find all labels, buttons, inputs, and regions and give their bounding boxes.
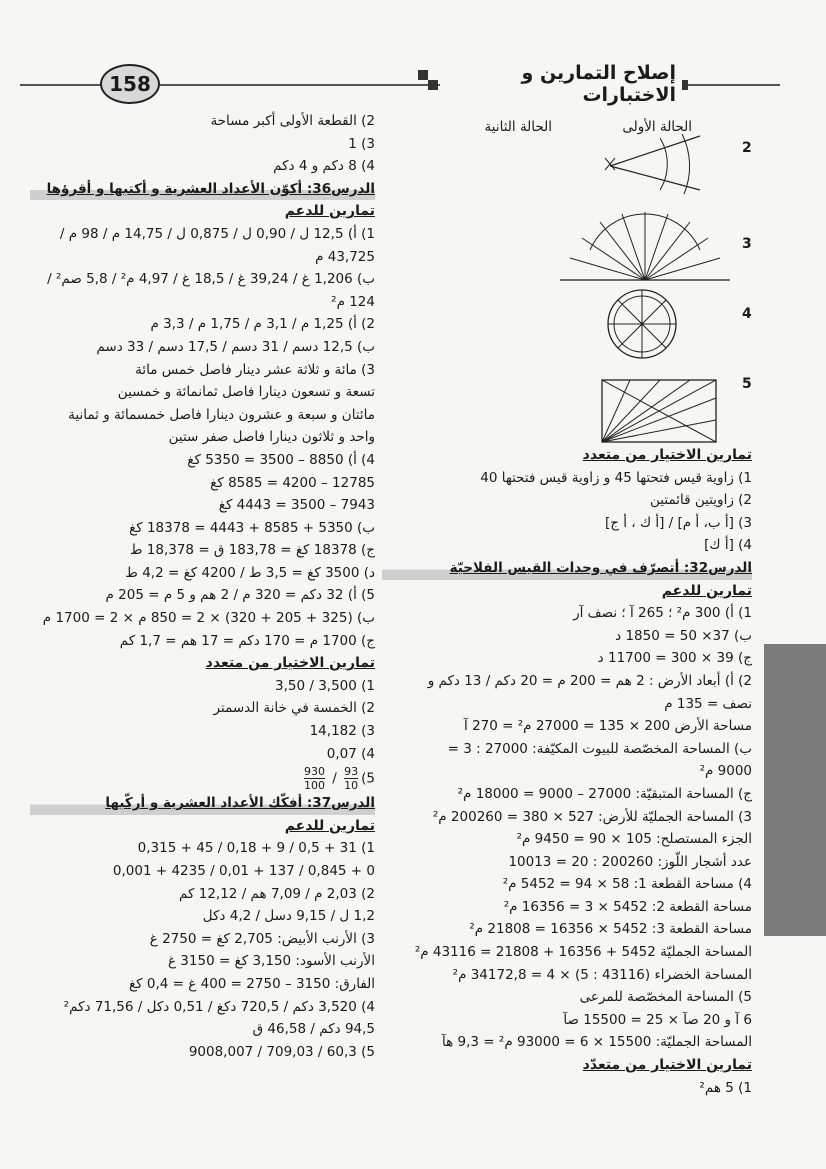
header-square <box>428 80 438 90</box>
line-text: 4) مساحة القطعة 1: 58 × 94 = 5452 م² <box>502 876 752 893</box>
answer-line <box>382 941 752 964</box>
answer-line <box>382 828 752 851</box>
answer-line <box>30 883 375 906</box>
answer-line <box>30 996 375 1019</box>
line-text: ب) المساحة المخصّصة للبيوت المكيّفة: 27000 : 3 = <box>447 740 752 757</box>
line-text: 1) 3,500 / 3,50 <box>274 677 375 694</box>
line-text: تمارين الاختيار من متعدد <box>205 655 375 672</box>
answer-line <box>382 534 752 557</box>
line-text: 12785 – 4200 = 8585 كغ <box>210 474 375 491</box>
line-text: المساحة الجمليّة 5452 + 16356 + 21808 = 43116 م² <box>414 944 752 961</box>
answer-line <box>382 1077 752 1100</box>
answer-line <box>30 860 375 883</box>
answer-line <box>30 336 375 359</box>
line-text: 2) الخمسة في خانة الدسمتر <box>213 700 375 717</box>
line-text: ج) 18378 كغ = 183,78 ق = 18,378 ط <box>130 542 375 559</box>
answer-line <box>382 1031 752 1054</box>
line-text: 1) 5 هم² <box>699 1079 752 1096</box>
side-tab <box>764 644 826 936</box>
answer-line <box>30 697 375 720</box>
answer-line <box>382 873 752 896</box>
line-text: 124 م² <box>331 293 375 310</box>
case2-label: الحالة الثانية <box>484 119 552 135</box>
numerator: 93 <box>344 765 359 779</box>
line-text: 2) القطعة الأولى أكبر مساحة <box>210 113 375 129</box>
section-heading <box>382 444 752 467</box>
answer-line <box>30 404 375 427</box>
line-text: 1) زاوية قيس فتحتها 45 و زاوية قيس فتحتها 40 <box>480 469 752 486</box>
answer-line <box>30 381 375 404</box>
answer-line <box>30 246 375 269</box>
lesson-heading <box>382 557 752 580</box>
answer-line <box>30 110 375 133</box>
line-text: 4) [أ ك] <box>704 537 752 554</box>
line-text: المساحة الجمليّة: 15500 × 6 = 93000 م² = 9,3 هآ <box>441 1034 752 1051</box>
figure-bisectors <box>560 210 730 290</box>
answer-line <box>30 449 375 472</box>
line-text: الجزء المستصلح: 105 × 90 = 9450 م² <box>516 831 752 848</box>
answer-line <box>30 517 375 540</box>
answer-line <box>382 738 752 761</box>
line-text: 2) أ) أبعاد الأرض : 2 هم = 200 م = 20 دكم / 13 دكم و <box>427 672 752 689</box>
line-text: 1) أ) 12,5 ل / 0,90 ل / 0,875 ل / 14,75 م / 98 م / <box>59 225 375 242</box>
line-text: 5) 60,3 / 709,03 / 9008,007 <box>188 1043 375 1060</box>
answer-line <box>30 539 375 562</box>
line-text: الأرنب الأسود: 3,150 كغ = 3150 غ <box>167 953 375 970</box>
answer-line <box>382 512 752 535</box>
figure-angle-arcs <box>600 128 710 198</box>
line-text: 1) أ) 300 م² ؛ 265 آ ؛ نصف آر <box>573 605 752 622</box>
answer-line <box>30 837 375 860</box>
answer-line <box>382 489 752 512</box>
line-text: نصف = 135 م <box>664 695 752 712</box>
line-text: 2) أ) 1,25 م / 3,1 م / 1,75 م / 3,3 م <box>150 316 375 333</box>
page-number: 158 <box>100 64 160 104</box>
line-text: 3) المساحة الجمليّة للأرض: 527 × 380 = 200260 م² <box>432 808 752 825</box>
answer-line <box>30 359 375 382</box>
line-text: ب) 37× 50 = 1850 د <box>615 627 752 644</box>
line-text: ج) 39 × 300 = 11700 د <box>597 650 752 667</box>
line-text: 5) أ) 32 دكم = 320 م / 2 هم و 5 م = 205 م <box>105 587 375 604</box>
answer-line <box>30 720 375 743</box>
line-text: تمارين الاختيار من متعدّد <box>582 1057 752 1074</box>
answer-line <box>382 918 752 941</box>
answer-line <box>30 743 375 766</box>
line-text: الدرس37: أفكّك الأعداد العشرية و أركّبها <box>105 795 375 812</box>
lesson-heading <box>30 178 375 201</box>
figure-number: 5 <box>742 376 752 392</box>
line-text: تمارين للدعم <box>661 582 752 599</box>
answer-line <box>30 291 375 314</box>
answer-line <box>382 602 752 625</box>
answer-line <box>30 630 375 653</box>
answer-line <box>30 607 375 630</box>
line-text: تمارين الاختيار من متعدد <box>582 447 752 463</box>
answer-line <box>382 625 752 648</box>
answer-line <box>30 1018 375 1041</box>
line-text: تسعة و تسعون دينارا فاصل ثمانمائة و خمسين <box>117 384 375 401</box>
line-text: 1,2 ل / 9,15 دسل / 4,2 دكل <box>202 908 375 925</box>
line-text: تمارين للدعم <box>284 817 375 834</box>
answer-line <box>30 675 375 698</box>
answer-line <box>382 467 752 490</box>
answer-line <box>382 1009 752 1032</box>
line-text: الدرس32: أتصرّف في وحدات القيس الفلاحيّة <box>449 559 752 576</box>
section-heading <box>30 815 375 838</box>
answer-line <box>382 964 752 987</box>
line-text: الدرس36: أكوّن الأعداد العشرية و أكتبها و أقرؤها <box>46 180 375 197</box>
line-text: 2) 2,03 م / 7,09 هم / 12,12 كم <box>179 885 375 902</box>
line-text: ب) 5350 + 8585 + 4443 = 18378 كغ <box>129 519 375 536</box>
section-heading <box>30 200 375 223</box>
figure-rectangle-rays <box>600 378 718 444</box>
numerator: 930 <box>303 765 325 779</box>
left-column-text <box>30 110 375 1063</box>
line-text: 7943 – 3500 = 4443 كغ <box>218 497 375 514</box>
answer-line: 5) $\frac{93}{10}$ / $\frac{930}{100}$ <box>303 765 375 793</box>
figure-number: 4 <box>742 306 752 322</box>
answer-line <box>382 693 752 716</box>
line-text: 1) 31 + 0,5 / 9 + 0,18 / 45 + 0,315 <box>137 840 375 857</box>
section-heading <box>30 652 375 675</box>
answer-line <box>382 806 752 829</box>
line-text: 5) <box>361 770 375 787</box>
answer-line <box>382 760 752 783</box>
denominator: 10 <box>344 779 359 793</box>
answer-line <box>30 313 375 336</box>
line-text: 3) 1 <box>348 135 375 152</box>
figure-number: 2 <box>742 140 752 156</box>
answer-line <box>30 155 375 178</box>
line-text: مائتان و سبعة و عشرون دينارا فاصل خمسمائة و ثمانية <box>68 406 375 423</box>
line-text: 3) مائة و ثلاثة عشر دينار فاصل خمس مائة <box>135 361 375 378</box>
answer-line <box>30 950 375 973</box>
answer-line <box>30 1041 375 1064</box>
line-text: 9000 م² <box>699 763 752 780</box>
answer-line <box>30 472 375 495</box>
line-text: 4) 8 دكم و 4 دكم <box>273 158 375 175</box>
line-text: 3) الأرنب الأبيض: 2,705 كغ = 2750 غ <box>149 930 375 947</box>
answer-line <box>30 562 375 585</box>
section-heading <box>382 1054 752 1077</box>
right-column-text <box>382 444 752 1099</box>
line-text: ج) 1700 م = 170 دكم = 17 هم = 1,7 كم <box>119 632 375 649</box>
line-text: 0 + 0,845 / 137 + 0,01 / 4235 + 0,001 <box>112 863 375 879</box>
line-text: مساحة الأرض 200 × 135 = 27000 م² = 270 آ <box>464 718 752 735</box>
line-text: ج) المساحة المتبقيّة: 27000 – 9000 = 18000 م² <box>457 785 752 802</box>
line-text: 4) أ) 8850 – 3500 = 5350 كغ <box>187 451 375 468</box>
answer-line <box>30 133 375 156</box>
answer-line <box>382 986 752 1009</box>
answer-line <box>382 896 752 919</box>
answer-line <box>382 647 752 670</box>
figure-number: 3 <box>742 236 752 252</box>
line-text: واحد و ثلاثون دينارا فاصل صفر ستين <box>168 429 375 446</box>
line-text: د) 3500 كغ = 3,5 ط / 4200 كغ = 4,2 ط <box>125 564 375 581</box>
lesson-heading <box>30 792 375 815</box>
header-square <box>418 70 428 80</box>
line-text: مساحة القطعة 3: 5452 × 16356 = 21808 م² <box>469 921 752 938</box>
line-text: 5) المساحة المخصّصة للمرعى <box>579 989 752 1006</box>
answer-line <box>30 223 375 246</box>
fraction <box>304 765 325 792</box>
answer-line <box>382 851 752 874</box>
line-text: 94,5 دكم / 46,58 ق <box>252 1021 375 1038</box>
line-text: 3) [أ ب، أ م] / [أ ك ، أ ج] <box>604 514 752 531</box>
answer-line <box>382 783 752 806</box>
fraction <box>344 765 358 792</box>
case1-label: الحالة الأولى <box>622 119 692 135</box>
answer-line <box>30 584 375 607</box>
figure-circle-sectors <box>606 288 678 360</box>
line-text: تمارين للدعم <box>284 203 375 220</box>
line-text: مساحة القطعة 2: 5452 × 3 = 16356 م² <box>503 898 752 915</box>
line-text: 43,725 م <box>315 248 375 265</box>
line-text: 3) 14,182 <box>309 723 375 740</box>
answer-line <box>30 426 375 449</box>
line-text: عدد أشجار اللّوز: 200260 : 20 = 10013 <box>508 853 752 870</box>
answer-line <box>30 973 375 996</box>
section-heading <box>382 580 752 603</box>
answer-line <box>30 494 375 517</box>
line-text: ب) 1,206 غ / 39,24 غ / 18,5 غ / 4,97 م² / 5,8 صم² / <box>47 271 375 288</box>
line-text: ب) (325 + 205 + 320) × 2 = 850 م × 2 = 1700 م <box>42 610 375 627</box>
line-text: 4) 3,520 دكم / 720,5 دكغ / 0,51 دكل / 71,56 دكم² <box>63 998 375 1015</box>
line-text: الفارق: 3150 – 2750 = 400 غ = 0,4 كغ <box>128 975 375 992</box>
line-text: 6 آ و 20 صآ × 25 = 15500 صآ <box>563 1011 752 1028</box>
line-text: 4) 0,07 <box>326 745 375 762</box>
answer-line <box>382 715 752 738</box>
answer-line <box>30 268 375 291</box>
line-text: ب) 12,5 دسم / 31 دسم / 17,5 دسم / 33 دسم <box>96 338 375 355</box>
answer-line <box>382 670 752 693</box>
denominator: 100 <box>303 779 325 793</box>
line-text: 2) زاويتين قائمتين <box>650 492 752 509</box>
page-title: إصلاح التمارين و الاختبارات <box>440 62 682 106</box>
line-text: المساحة الخضراء (43116 : 5) × 4 = 34172,8 م² <box>452 966 752 983</box>
answer-line <box>30 928 375 951</box>
answer-line <box>30 905 375 928</box>
